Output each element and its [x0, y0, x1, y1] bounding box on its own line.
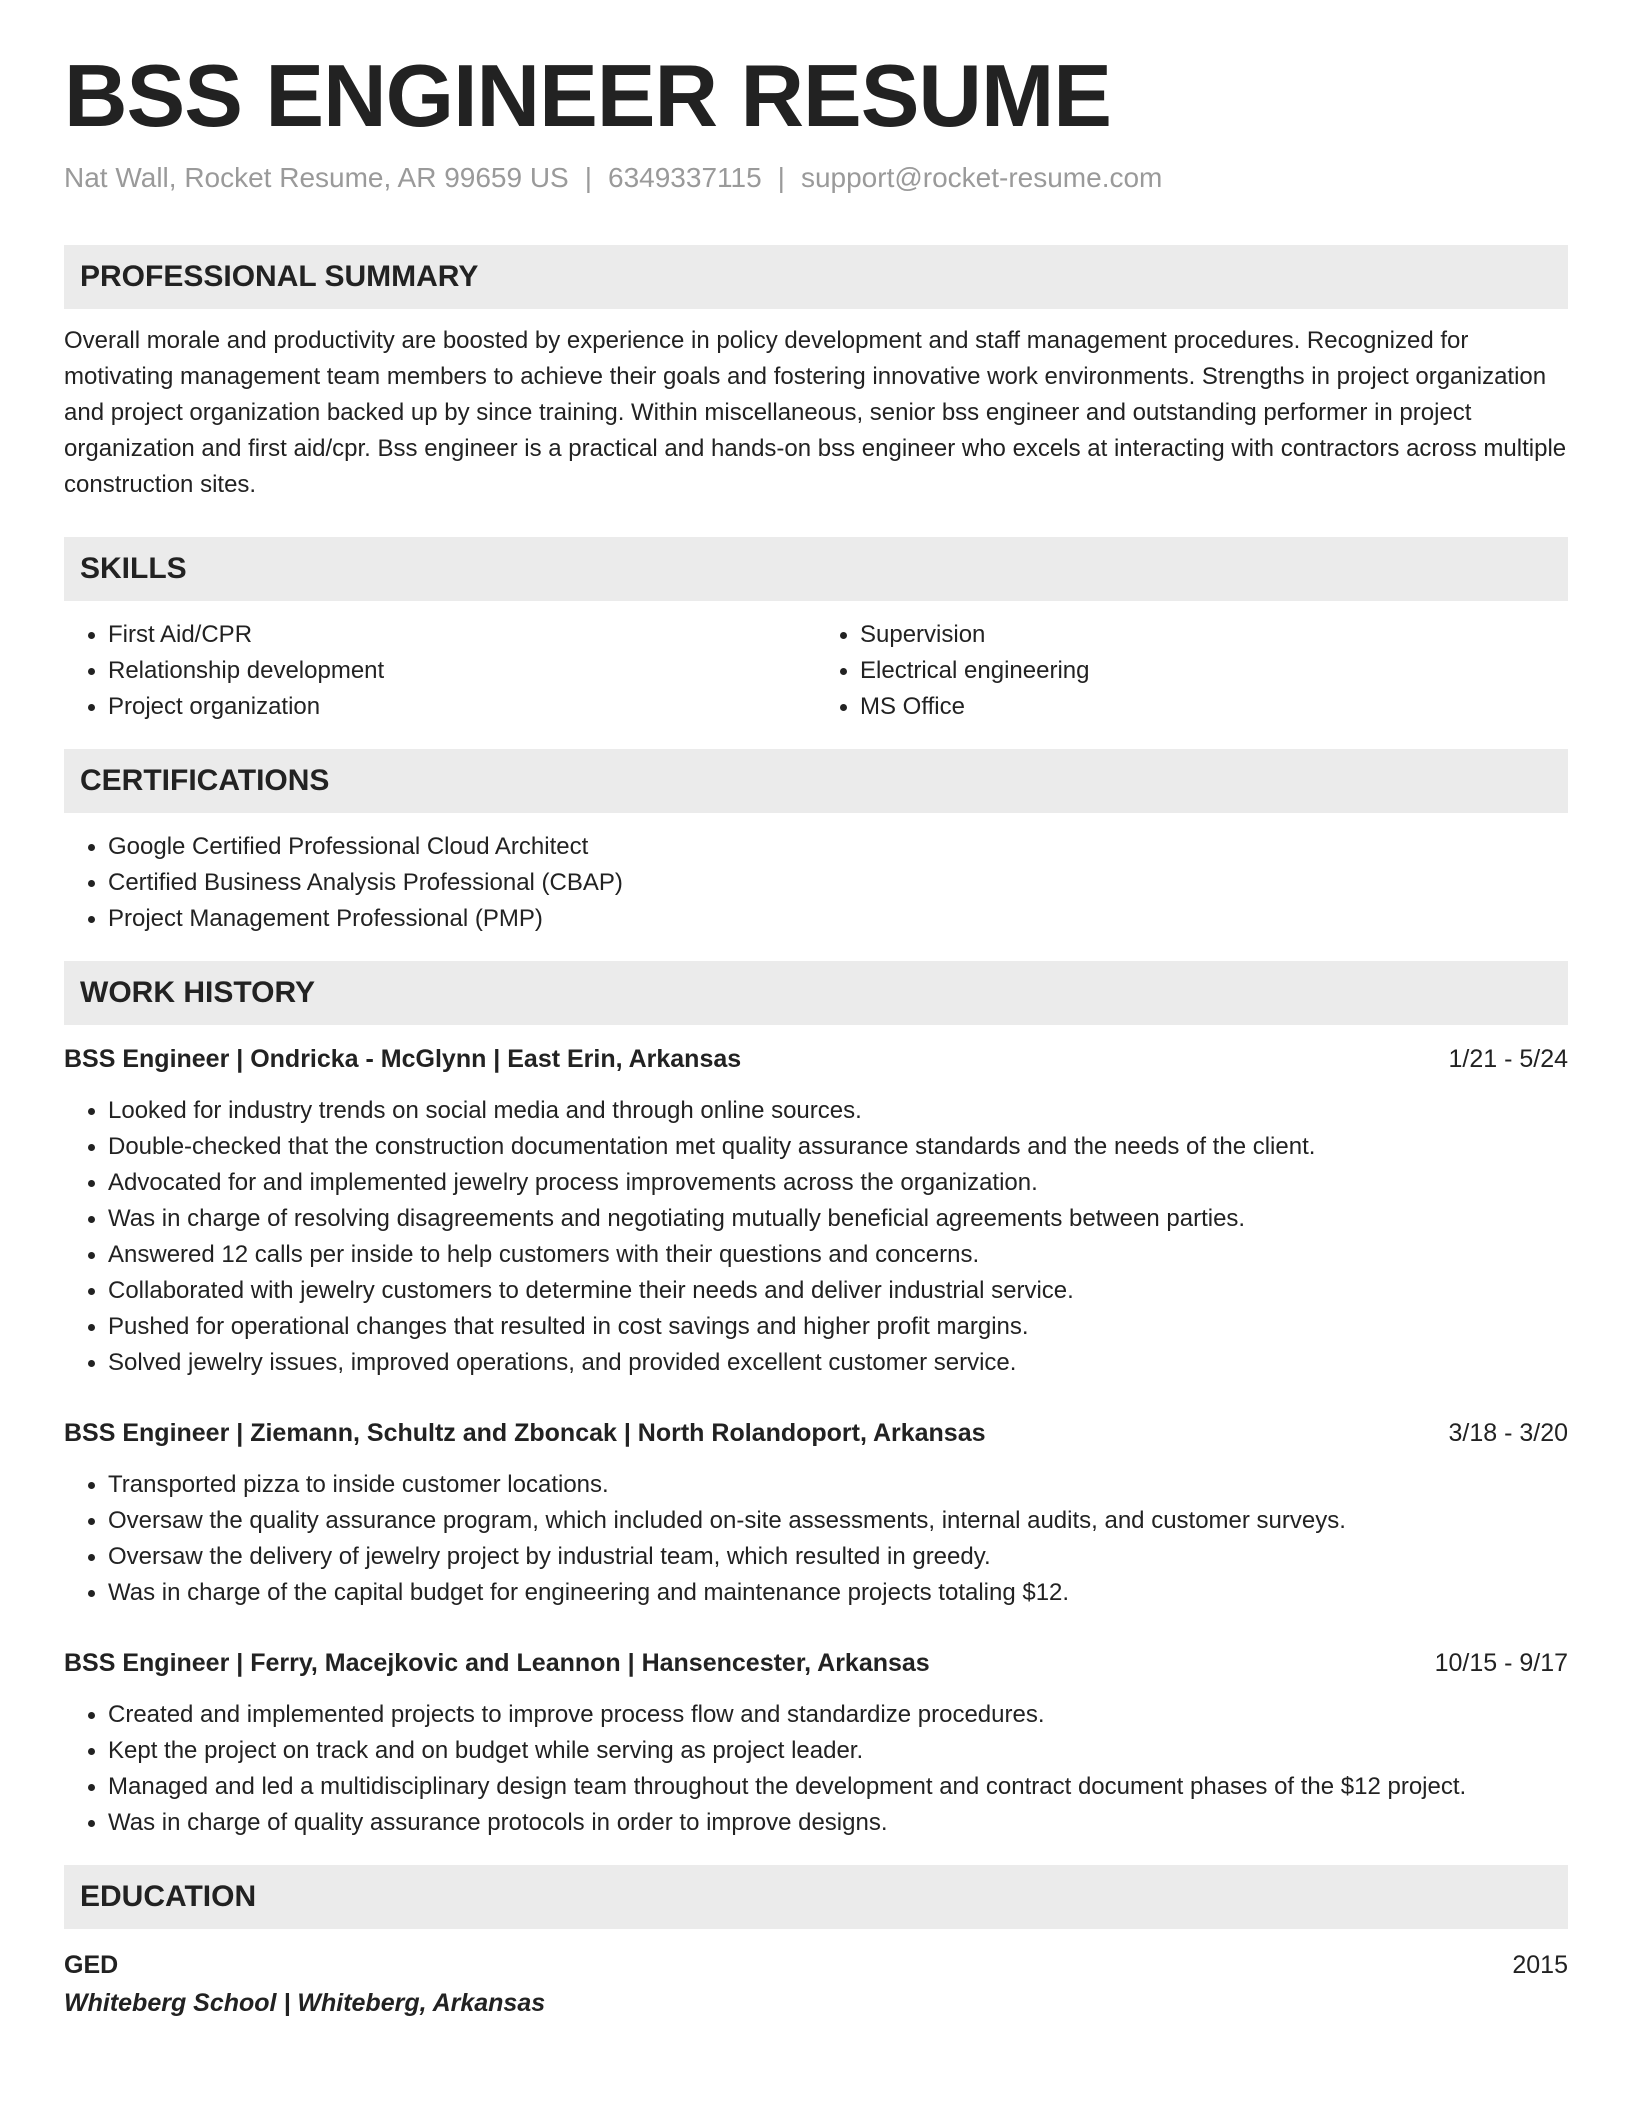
job-title: BSS Engineer | Ondricka - McGlynn | East Erin, Arkansas — [64, 1044, 742, 1073]
education-school: Whiteberg School | Whiteberg, Arkansas — [64, 1988, 546, 2017]
job-bullet: • Double-checked that the construction documentation met quality assurance standards and the needs of the client. — [108, 1129, 1568, 1165]
job-entry — [64, 1415, 1568, 1611]
certification-item: • Project Management Professional (PMP) — [108, 901, 1568, 937]
section-heading-education: EDUCATION — [64, 1865, 1568, 1929]
job-bullet: • Transported pizza to inside customer locations. — [108, 1467, 1568, 1503]
skills-column-left — [64, 617, 816, 725]
job-title: BSS Engineer | Ziemann, Schultz and Zboncak | North Rolandoport, Arkansas — [64, 1418, 986, 1447]
job-entry — [64, 1041, 1568, 1381]
contact-separator: | — [777, 162, 785, 194]
contact-address: Nat Wall, Rocket Resume, AR 99659 US — [64, 162, 569, 194]
job-header — [64, 1041, 1568, 1077]
certifications-list — [64, 829, 1568, 937]
skill-item: • Electrical engineering — [860, 653, 1568, 689]
skill-item: • Relationship development — [108, 653, 816, 689]
job-bullet: • Looked for industry trends on social media and through online sources. — [108, 1093, 1568, 1129]
job-bullet: • Was in charge of quality assurance protocols in order to improve designs. — [108, 1805, 1568, 1841]
job-bullets — [64, 1697, 1568, 1841]
resume-title: BSS ENGINEER RESUME — [64, 46, 1111, 145]
job-header — [64, 1645, 1568, 1681]
certification-item: • Certified Business Analysis Professional (CBAP) — [108, 865, 1568, 901]
job-title: BSS Engineer | Ferry, Macejkovic and Leannon | Hansencester, Arkansas — [64, 1648, 930, 1677]
job-bullet: • Was in charge of the capital budget for engineering and maintenance projects totaling $12. — [108, 1575, 1568, 1611]
job-bullet: • Was in charge of resolving disagreements and negotiating mutually beneficial agreements between parties. — [108, 1201, 1568, 1237]
job-bullet: • Managed and led a multidisciplinary design team throughout the development and contract document phases of the $12 project. — [108, 1769, 1568, 1805]
job-bullet: • Advocated for and implemented jewelry process improvements across the organization. — [108, 1165, 1568, 1201]
job-bullet: • Oversaw the quality assurance program, which included on-site assessments, internal audits, and customer surveys. — [108, 1503, 1568, 1539]
education-header — [64, 1947, 1568, 1983]
section-heading-work-history: WORK HISTORY — [64, 961, 1568, 1025]
contact-phone: 6349337115 — [608, 162, 762, 194]
job-bullets — [64, 1467, 1568, 1611]
skills-list — [64, 617, 1568, 725]
education-year: 2015 — [1512, 1950, 1568, 1979]
skill-item: • First Aid/CPR — [108, 617, 816, 653]
contact-line — [64, 160, 1568, 196]
job-bullet: • Oversaw the delivery of jewelry project by industrial team, which resulted in greedy. — [108, 1539, 1568, 1575]
job-bullet: • Answered 12 calls per inside to help customers with their questions and concerns. — [108, 1237, 1568, 1273]
job-header — [64, 1415, 1568, 1451]
section-heading-summary: PROFESSIONAL SUMMARY — [64, 245, 1568, 309]
contact-email: support@rocket-resume.com — [800, 162, 1163, 194]
certification-item: • Google Certified Professional Cloud Architect — [108, 829, 1568, 865]
job-dates: 3/18 - 3/20 — [1448, 1418, 1568, 1447]
skill-item: • Project organization — [108, 689, 816, 725]
job-bullet: • Solved jewelry issues, improved operations, and provided excellent customer service. — [108, 1345, 1568, 1381]
job-bullet: • Kept the project on track and on budget while serving as project leader. — [108, 1733, 1568, 1769]
skill-item: • Supervision — [860, 617, 1568, 653]
job-bullet: • Collaborated with jewelry customers to determine their needs and deliver industrial service. — [108, 1273, 1568, 1309]
skill-item: • MS Office — [860, 689, 1568, 725]
skills-column-right — [816, 617, 1568, 725]
section-heading-certifications: CERTIFICATIONS — [64, 749, 1568, 813]
contact-separator: | — [584, 162, 593, 194]
job-dates: 10/15 - 9/17 — [1434, 1648, 1568, 1677]
job-bullet: • Pushed for operational changes that resulted in cost savings and higher profit margins. — [108, 1309, 1568, 1345]
job-bullet: • Created and implemented projects to improve process flow and standardize procedures. — [108, 1697, 1568, 1733]
summary-text: Overall morale and productivity are boosted by experience in policy development and staff management procedures. Recognized for motivating management team members to achieve their goals and fostering innovative work environments. Strengths in project organization and project organization backed up by since training. Within miscellaneous, senior bss engineer and outstanding performer in project organization and first aid/cpr. Bss engineer is a practical and hands-on bss engineer who excels at interacting with contractors across multiple construction sites. — [64, 326, 1567, 498]
section-heading-skills: SKILLS — [64, 537, 1568, 601]
education-degree: GED — [64, 1950, 119, 1979]
job-dates: 1/21 - 5/24 — [1448, 1044, 1568, 1073]
job-entry — [64, 1645, 1568, 1841]
job-bullets — [64, 1093, 1568, 1381]
